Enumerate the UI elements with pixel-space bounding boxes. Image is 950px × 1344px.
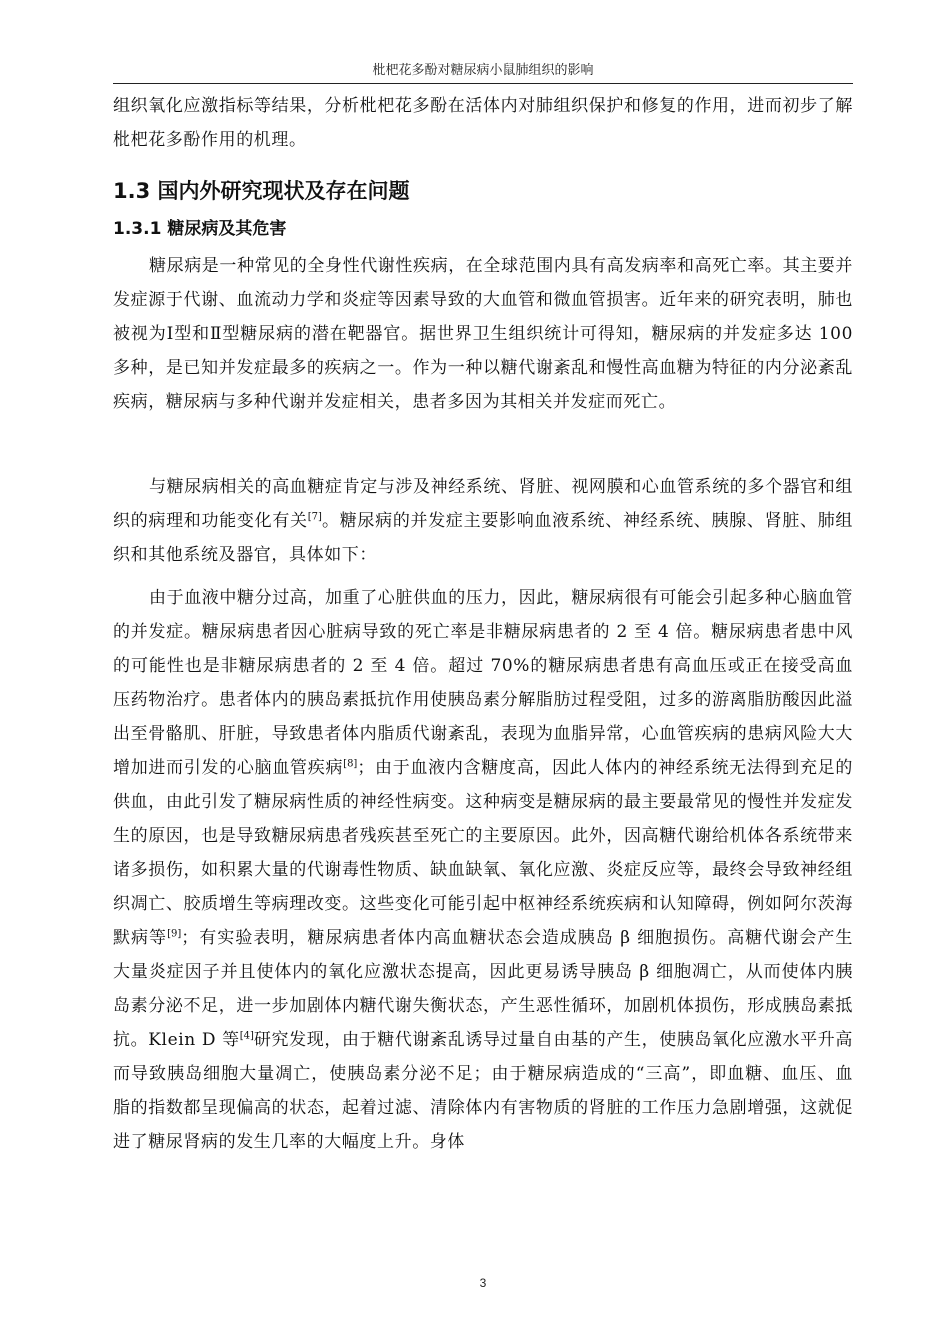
citation-ref: [4] (239, 1030, 254, 1042)
citation-ref: [9] (167, 928, 182, 940)
paragraph-text: 。糖尿病的并发症主要影响血液系统、神经系统、胰腺、肾脏、肺组织和其他系统及器官，具体如下： (113, 511, 853, 565)
section-heading-1-3-1: 1.3.1 糖尿病及其危害 (113, 219, 287, 239)
running-header: 枇杷花多酚对糖尿病小鼠肺组织的影响 (372, 63, 594, 78)
header-rule (113, 83, 853, 84)
paragraph-text: 研究发现，由于糖代谢紊乱诱导过量自由基的产生，使胰岛氧化应激水平升高而导致胰岛细胞大量凋亡，使胰岛素分泌不足；由于糖尿病造成的“三高”，即血糖、血压、血脂的指数都呈现偏高的状态，起着过滤、清除体内有害物质的肾脏的工作压力急剧增强，这就促进了糖尿肾病的发生几率的大幅度上升。身体 (113, 1030, 853, 1152)
intro-paragraph: 组织氧化应激指标等结果，分析枇杷花多酚在活体内对肺组织保护和修复的作用，进而初步了解枇杷花多酚作用的机理。 (113, 96, 853, 150)
paragraph-hyperglycemia-organs (113, 470, 853, 572)
paragraph-text: 由于血液中糖分过高，加重了心脏供血的压力，因此，糖尿病很有可能会引起多种心脑血管的并发症。糖尿病患者因心脏病导致的死亡率是非糖尿病患者的 2 至 4 倍。糖尿病患者患中风的可能性也是非糖尿病患者的 2 至 4 倍。超过 70%的糖尿病患者患有高血压或正在接受高血压药物治疗。患者体内的胰岛素抵抗作用使胰岛素分解脂肪过程受阻，过多的游离脂肪酸因此溢出至骨骼肌、肝脏，导致患者体内脂质代谢紊乱，表现为血脂异常，心血管疾病的患病风险大大增加进而引发的心脑血管疾病 (113, 588, 853, 778)
paragraph-complications-detail (113, 581, 853, 1159)
paragraph-text: ；由于血液内含糖度高，因此人体内的神经系统无法得到充足的供血，由此引发了糖尿病性质的神经性病变。这种病变是糖尿病的最主要最常见的慢性并发症发生的原因，也是导致糖尿病患者残疾甚至死亡的主要原因。此外，因高糖代谢给机体各系统带来诸多损伤，如积累大量的代谢毒性物质、缺血缺氧、氧化应激、炎症反应等，最终会导致神经组织凋亡、胶质增生等病理改变。这些变化可能引起中枢神经系统疾病和认知障碍，例如阿尔茨海默病等 (113, 758, 853, 948)
section-heading-1-3: 1.3 国内外研究现状及存在问题 (113, 179, 410, 203)
paragraph-diabetes-overview: 糖尿病是一种常见的全身性代谢性疾病，在全球范围内具有高发病率和高死亡率。其主要并发症源于代谢、血流动力学和炎症等因素导致的大血管和微血管损害。近年来的研究表明，肺也被视为Ⅰ型和Ⅱ型糖尿病的潜在靶器官。据世界卫生组织统计可得知，糖尿病的并发症多达 100 多种，是已知并发症最多的疾病之一。作为一种以糖代谢紊乱和慢性高血糖为特征的内分泌紊乱疾病，糖尿病与多种代谢并发症相关，患者多因为其相关并发症而死亡。 (113, 256, 853, 412)
paragraph-text: ；有实验表明，糖尿病患者体内高血糖状态会造成胰岛 β 细胞损伤。高糖代谢会产生大量炎症因子并且使体内的氧化应激状态提高，因此更易诱导胰岛 β 细胞凋亡，从而使体内胰岛素分泌不足，进一步加剧体内糖代谢失衡状态，产生恶性循环，加剧机体损伤，形成胰岛素抵抗。Klein D 等 (113, 928, 853, 1050)
paragraph-text: 与糖尿病相关的高血糖症肯定与涉及神经系统、肾脏、视网膜和心血管系统的多个器官和组织的病理和功能变化有关 (113, 477, 853, 531)
citation-ref: [8] (343, 758, 358, 770)
page-number: 3 (479, 1276, 487, 1290)
citation-ref: [7] (307, 511, 322, 523)
